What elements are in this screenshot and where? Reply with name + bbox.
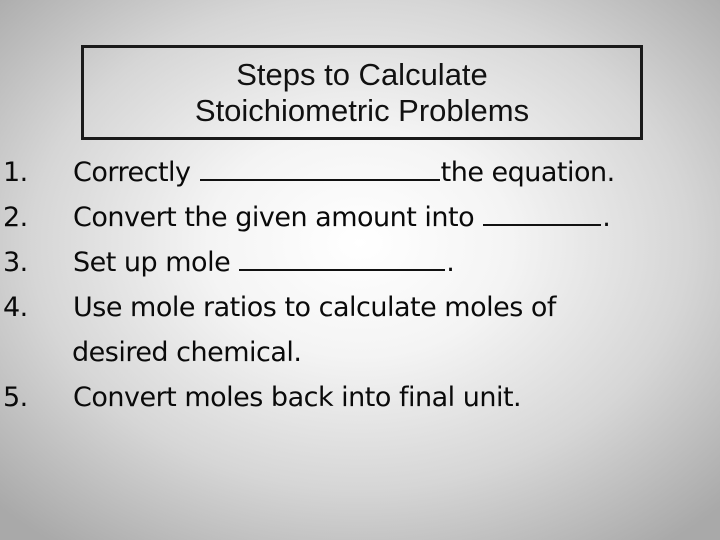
title-line-1: Steps to Calculate	[236, 57, 488, 92]
step-text-after: .	[446, 247, 455, 278]
step-text-continuation: desired chemical.	[72, 337, 302, 368]
step-text	[73, 240, 454, 285]
steps-list	[0, 150, 720, 420]
fill-in-blank	[239, 245, 445, 271]
title-line-2: Stoichiometric Problems	[194, 93, 530, 128]
step-5	[0, 375, 720, 420]
step-text: Use mole ratios to calculate moles of	[73, 292, 556, 323]
step-number: 2.	[3, 202, 28, 233]
step-2	[0, 195, 720, 240]
step-text-before: Correctly	[73, 157, 199, 188]
step-3	[0, 240, 720, 285]
step-number: 1.	[3, 157, 28, 188]
step-1	[0, 150, 720, 195]
step-4-continuation	[0, 330, 720, 375]
step-number: 3.	[3, 247, 28, 278]
step-text-before: Set up mole	[73, 247, 239, 278]
step-text-before: Convert the given amount into	[73, 202, 483, 233]
fill-in-blank	[200, 155, 440, 181]
step-text: Convert moles back into final unit.	[73, 382, 522, 413]
step-text	[73, 195, 610, 240]
title-box	[81, 45, 643, 140]
step-text-after: the equation.	[440, 157, 615, 188]
step-number: 4.	[3, 292, 28, 323]
step-text-after: .	[602, 202, 611, 233]
fill-in-blank	[483, 200, 601, 226]
step-4	[0, 285, 720, 330]
step-number: 5.	[3, 382, 28, 413]
step-text	[73, 150, 615, 195]
